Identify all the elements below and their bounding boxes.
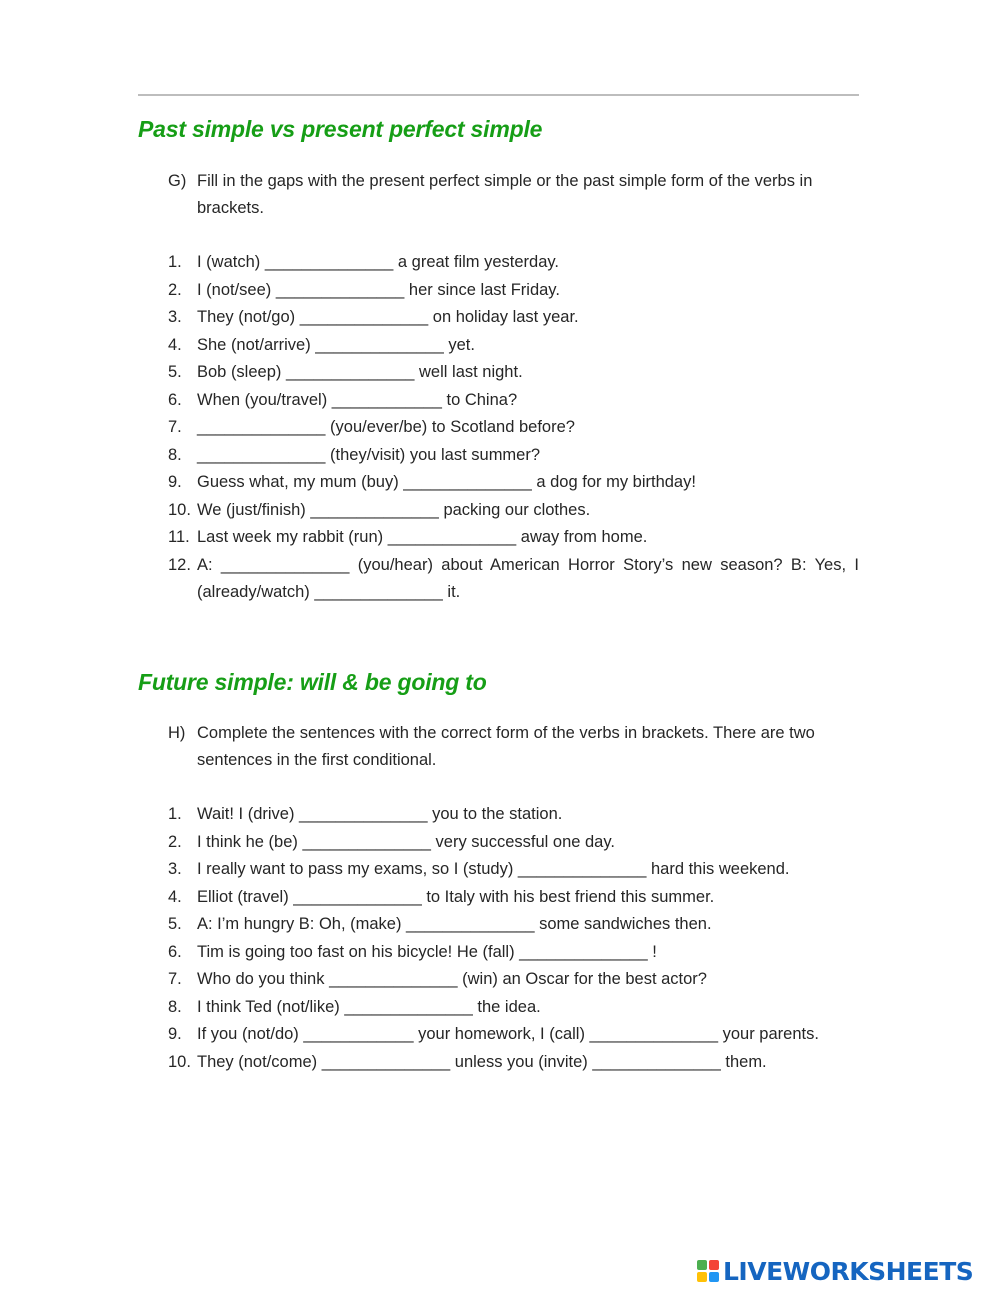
question-text: A: ______________ (you/hear) about American Horror Story’s new season? B: Yes, I (already/watch) ______________ it. [197,555,859,601]
question-number: 7. [168,418,182,436]
question-item [168,994,859,1022]
section-h-title: Future simple: will & be going to [138,669,487,695]
question-number: 10. [168,1052,191,1071]
question-item [168,911,859,939]
question-item [168,884,859,912]
logo-blocks-icon [697,1260,719,1282]
question-item [168,552,859,607]
question-text: Who do you think ______________ (win) an Oscar for the best actor? [197,970,707,988]
question-number: 3. [168,308,182,326]
section-g-letter: G) [168,172,187,190]
question-text: Guess what, my mum (buy) ______________ a dog for my birthday! [197,473,696,491]
question-text: I really want to pass my exams, so I (study) ______________ hard this weekend. [197,860,790,878]
question-number: 4. [168,887,182,906]
question-text: Tim is going too fast on his bicycle! He (fall) ______________ ! [197,942,657,961]
question-text: Wait! I (drive) ______________ you to the station. [197,805,563,823]
question-number: 6. [168,390,182,409]
question-number: 1. [168,805,182,823]
question-item [168,966,859,994]
question-text: They (not/go) ______________ on holiday last year. [197,308,579,326]
question-number: 12. [168,555,191,574]
section-h-letter: H) [168,724,186,742]
question-text: I think Ted (not/like) ______________ the idea. [197,997,541,1016]
section-h-instruction-text: Complete the sentences with the correct form of the verbs in brackets. There are two sentences in the first conditional. [197,724,815,769]
section-h-questions [168,801,859,1076]
question-text: Bob (sleep) ______________ well last night. [197,363,523,381]
question-text: ______________ (you/ever/be) to Scotland before? [197,418,575,436]
question-text: If you (not/do) ____________ your homework, I (call) ______________ your parents. [197,1025,819,1043]
question-number: 5. [168,915,182,933]
question-item [168,332,859,360]
section-g-instruction-text: Fill in the gaps with the present perfect simple or the past simple form of the verbs in brackets. [197,172,813,217]
question-number: 5. [168,363,182,381]
question-text: They (not/come) ______________ unless you (invite) ______________ them. [197,1052,767,1071]
question-number: 2. [168,832,182,851]
question-item [168,414,859,442]
question-item [168,387,859,415]
question-number: 1. [168,253,182,271]
question-item [168,442,859,470]
section-h-instruction [168,720,859,774]
section-g-instruction [168,168,859,222]
section-g-title: Past simple vs present perfect simple [138,116,543,142]
question-text: Elliot (travel) ______________ to Italy with his best friend this summer. [197,887,715,906]
question-number: 9. [168,1025,182,1043]
question-item [168,469,859,497]
question-item [168,277,859,305]
question-text: Last week my rabbit (run) ______________ away from home. [197,528,648,546]
question-number: 9. [168,473,182,491]
question-number: 8. [168,997,182,1016]
question-text: I (not/see) ______________ her since last Friday. [197,280,560,299]
liveworksheets-logo [697,1254,973,1288]
question-number: 4. [168,335,182,354]
question-text: When (you/travel) ____________ to China? [197,390,518,409]
top-divider [138,94,859,96]
question-item [168,801,859,829]
question-text: ______________ (they/visit) you last summer? [197,445,541,464]
question-number: 11. [168,528,190,546]
question-item [168,497,859,525]
question-number: 10. [168,500,191,519]
question-item [168,359,859,387]
question-number: 3. [168,860,182,878]
logo-text: LIVEWORKSHEETS [723,1256,974,1286]
question-text: I think he (be) ______________ very successful one day. [197,832,615,851]
question-item [168,1021,859,1049]
question-item [168,939,859,967]
question-number: 8. [168,445,182,464]
question-number: 7. [168,970,182,988]
section-g-questions [168,249,859,607]
question-item [168,829,859,857]
question-text: She (not/arrive) ______________ yet. [197,335,475,354]
question-item [168,524,859,552]
question-item [168,304,859,332]
question-number: 6. [168,942,182,961]
question-text: I (watch) ______________ a great film yesterday. [197,253,559,271]
question-text: We (just/finish) ______________ packing our clothes. [197,500,591,519]
question-text: A: I’m hungry B: Oh, (make) ______________ some sandwiches then. [197,915,712,933]
question-item [168,249,859,277]
question-item [168,856,859,884]
question-number: 2. [168,280,182,299]
question-item [168,1049,859,1077]
